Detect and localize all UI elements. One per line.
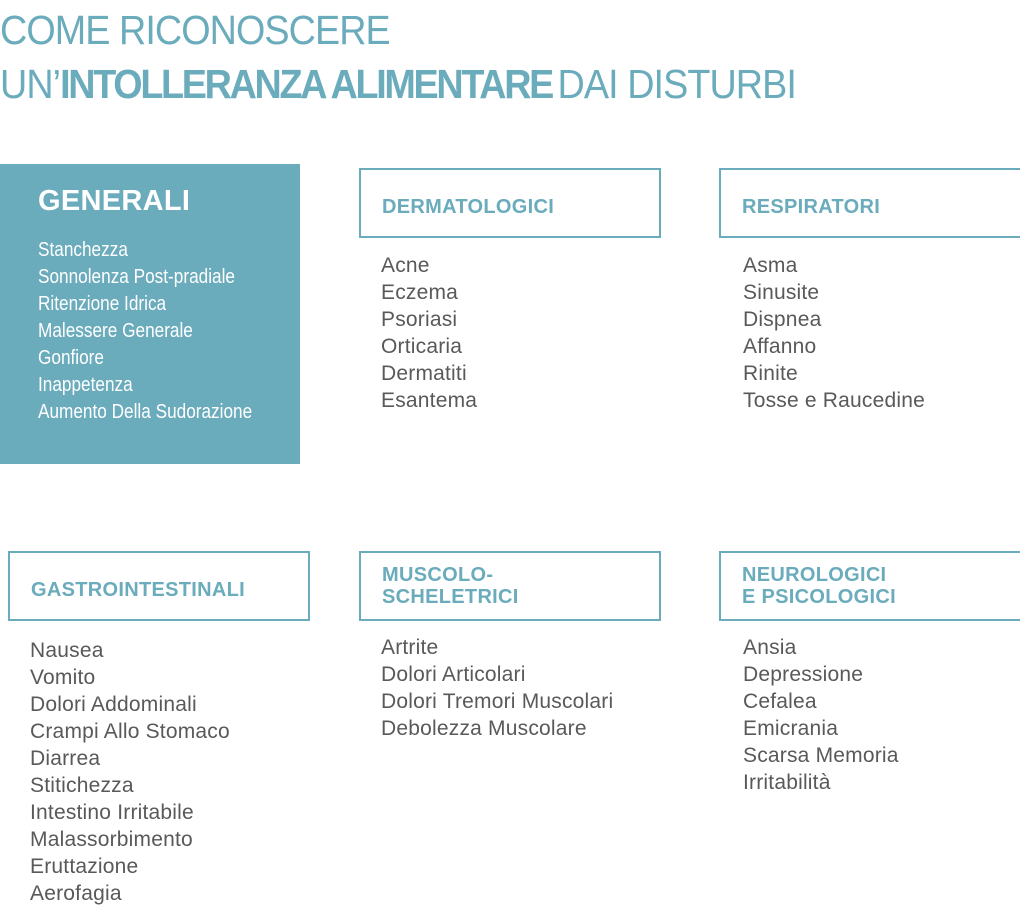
neurologici-heading-box xyxy=(719,551,1020,621)
dermatologici-heading-box xyxy=(359,168,661,238)
list-item: Dolori Addominali xyxy=(30,693,197,716)
list-item: Ritenzione Idrica xyxy=(38,293,167,315)
list-item: Crampi Allo Stomaco xyxy=(30,720,230,743)
list-item: Gonfiore xyxy=(38,347,104,369)
dermatologici-list xyxy=(381,252,477,414)
list-item: Orticaria xyxy=(381,335,463,358)
list-item: Esantema xyxy=(381,389,478,412)
list-item: Rinite xyxy=(743,362,798,385)
list-item: Eczema xyxy=(381,281,459,304)
heading-line: SCHELETRICI xyxy=(382,586,519,608)
neurologici-list xyxy=(743,634,899,796)
list-item: Stitichezza xyxy=(30,774,134,797)
heading-line: MUSCOLO- xyxy=(382,564,494,586)
respiratori-list xyxy=(743,252,925,414)
respiratori-heading: RESPIRATORI xyxy=(742,196,881,218)
title-prefix: UN’ xyxy=(0,61,61,107)
heading-line: NEUROLOGICI xyxy=(742,564,887,586)
list-item: Artrite xyxy=(381,636,439,659)
generali-list xyxy=(38,237,300,426)
list-item: Stanchezza xyxy=(38,239,128,261)
generali-panel xyxy=(0,164,300,464)
list-item: Cefalea xyxy=(743,690,817,713)
title-line-1: COME RICONOSCERE xyxy=(0,7,390,53)
respiratori-heading-box xyxy=(719,168,1020,238)
gastrointestinali-heading-box xyxy=(8,551,310,621)
list-item: Intestino Irritabile xyxy=(30,801,194,824)
list-item: Irritabilità xyxy=(743,771,831,794)
gastrointestinali-list xyxy=(30,637,230,907)
list-item: Dolori Tremori Muscolari xyxy=(381,690,614,713)
title-suffix: DAI DISTURBI xyxy=(557,61,796,107)
neurologici-heading xyxy=(742,564,896,608)
list-item: Aerofagia xyxy=(30,882,122,905)
muscoloscheletrici-heading xyxy=(382,564,519,608)
dermatologici-heading: DERMATOLOGICI xyxy=(382,196,555,218)
list-item: Malessere Generale xyxy=(38,320,193,342)
muscoloscheletrici-list xyxy=(381,634,613,742)
list-item: Sinusite xyxy=(743,281,820,304)
title-bold-keyword: INTOLLERANZA ALIMENTARE xyxy=(60,61,553,107)
list-item: Eruttazione xyxy=(30,855,139,878)
list-item: Dispnea xyxy=(743,308,822,331)
list-item: Sonnolenza Post-pradiale xyxy=(38,266,235,288)
list-item: Diarrea xyxy=(30,747,101,770)
list-item: Aumento Della Sudorazione xyxy=(38,401,253,423)
title-line-2 xyxy=(0,61,796,107)
list-item: Inappetenza xyxy=(38,374,133,396)
muscoloscheletrici-heading-box xyxy=(359,551,661,621)
list-item: Scarsa Memoria xyxy=(743,744,899,767)
list-item: Vomito xyxy=(30,666,96,689)
list-item: Affanno xyxy=(743,335,817,358)
generali-heading: GENERALI xyxy=(38,185,191,217)
list-item: Emicrania xyxy=(743,717,839,740)
gastrointestinali-heading: GASTROINTESTINALI xyxy=(31,579,245,601)
list-item: Dolori Articolari xyxy=(381,663,526,686)
list-item: Asma xyxy=(743,254,798,277)
list-item: Dermatiti xyxy=(381,362,467,385)
list-item: Ansia xyxy=(743,636,797,659)
heading-line: E PSICOLOGICI xyxy=(742,586,896,608)
list-item: Depressione xyxy=(743,663,864,686)
list-item: Tosse e Raucedine xyxy=(743,389,926,412)
list-item: Malassorbimento xyxy=(30,828,193,851)
list-item: Psoriasi xyxy=(381,308,458,331)
list-item: Nausea xyxy=(30,639,104,662)
list-item: Debolezza Muscolare xyxy=(381,717,587,740)
list-item: Acne xyxy=(381,254,430,277)
